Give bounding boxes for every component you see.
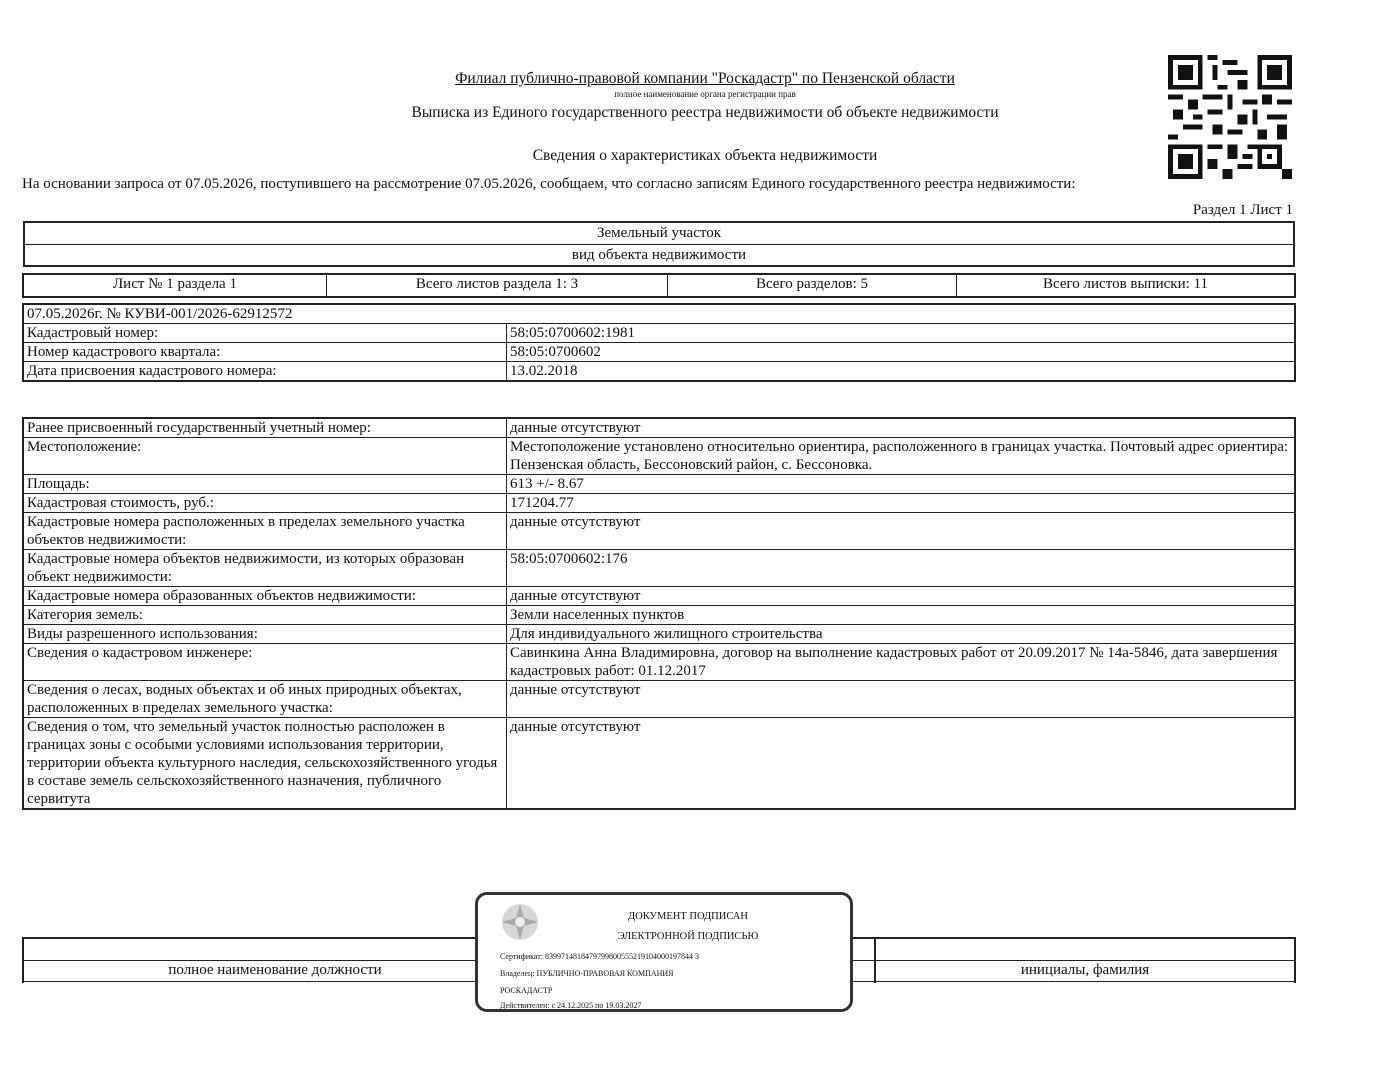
row-label: Кадастровые номера образованных объектов недвижимости: [23, 587, 507, 606]
table-row [23, 550, 1295, 587]
row-value: 58:05:0700602 [507, 343, 1296, 362]
row-value: 58:05:0700602:1981 [507, 324, 1296, 343]
table-row [23, 362, 1295, 382]
stamp-line-2: ЭЛЕКТРОННОЙ ПОДПИСЬЮ [617, 931, 759, 942]
table-row [23, 494, 1295, 513]
row-value: данные отсутствуют [507, 418, 1296, 438]
object-type-box [23, 221, 1295, 267]
row-label: Сведения о лесах, водных объектах и об иных природных объектах, расположенных в пределах земельного участка: [23, 681, 507, 718]
row-label: Местоположение: [23, 438, 507, 475]
intro-text: На основании запроса от 07.05.2026, поступившего на рассмотрение 07.05.2026, сообщаем, что согласно записям Единого государственного реестра недвижимости: [22, 176, 1076, 192]
section-sheets-count: Всего листов раздела 1: 3 [327, 274, 668, 297]
electronic-signature-stamp [475, 892, 853, 1012]
table-row [23, 324, 1295, 343]
table-row [23, 718, 1295, 810]
row-label: Площадь: [23, 475, 507, 494]
position-caption: полное наименование должности [168, 962, 382, 978]
row-label: Категория земель: [23, 606, 507, 625]
row-value: данные отсутствуют [507, 718, 1296, 810]
row-label: Виды разрешенного использования: [23, 625, 507, 644]
row-label: Дата присвоения кадастрового номера: [23, 362, 507, 382]
section-title: Сведения о характеристиках объекта недвижимости [532, 147, 878, 164]
table-row [23, 587, 1295, 606]
organization-name: Филиал публично-правовой компании "Роскадастр" по Пензенской области [455, 70, 955, 87]
row-label: Кадастровый номер: [23, 324, 507, 343]
table-row [23, 513, 1295, 550]
extract-id: 07.05.2026г. № КУВИ-001/2026-62912572 [23, 304, 1295, 324]
row-label: Кадастровая стоимость, руб.: [23, 494, 507, 513]
section-sheet-label: Раздел 1 Лист 1 [1192, 202, 1293, 218]
row-label: Сведения о кадастровом инженере: [23, 644, 507, 681]
table-row [23, 606, 1295, 625]
table-row [23, 644, 1295, 681]
sheets-table [22, 273, 1296, 298]
row-label: Номер кадастрового квартала: [23, 343, 507, 362]
organization-caption: полное наименование органа регистрации прав [614, 89, 796, 99]
row-value: данные отсутствуют [507, 513, 1296, 550]
table-row [23, 475, 1295, 494]
stamp-validity: Действителен: с 24.12.2025 по 19.03.2027 [500, 1001, 642, 1010]
object-type: Земельный участок [596, 225, 722, 241]
table-row [23, 438, 1295, 475]
sheet-number: Лист № 1 раздела 1 [23, 274, 327, 297]
table-row [23, 681, 1295, 718]
object-type-caption: вид объекта недвижимости [25, 244, 1293, 266]
row-value: Для индивидуального жилищного строительства [507, 625, 1296, 644]
sections-count: Всего разделов: 5 [668, 274, 957, 297]
stamp-line-1: ДОКУМЕНТ ПОДПИСАН [628, 911, 748, 922]
details-table [22, 417, 1296, 810]
initials-caption: инициалы, фамилия [1020, 962, 1150, 978]
row-value: Савинкина Анна Владимировна, договор на выполнение кадастровых работ от 20.09.2017 № 14а-5846, дата завершения кадастровых работ: 01.12.2017 [507, 644, 1296, 681]
row-value: данные отсутствуют [507, 587, 1296, 606]
row-label: Кадастровые номера расположенных в пределах земельного участка объектов недвижимости: [23, 513, 507, 550]
document-title: Выписка из Единого государственного реестра недвижимости об объекте недвижимости [411, 104, 999, 121]
qr-code-icon [1168, 55, 1292, 179]
row-value: Земли населенных пунктов [507, 606, 1296, 625]
row-label: Кадастровые номера объектов недвижимости, из которых образован объект недвижимости: [23, 550, 507, 587]
table-row [23, 343, 1295, 362]
total-sheets-count: Всего листов выписки: 11 [957, 274, 1296, 297]
table-row [23, 625, 1295, 644]
row-label: Сведения о том, что земельный участок полностью расположен в границах зоны с особыми условиями использования территории, территории объекта культурного наследия, сельскохозяйственного угодья в составе земель сельскохозяйственного назначения, публичного сервитута [23, 718, 507, 810]
table-row [23, 418, 1295, 438]
emblem-icon [500, 902, 540, 942]
row-value: 171204.77 [507, 494, 1296, 513]
row-value: 613 +/- 8.67 [507, 475, 1296, 494]
stamp-owner-2: РОСКАДАСТР [500, 986, 553, 995]
row-value: Местоположение установлено относительно ориентира, расположенного в границах участка. Почтовый адрес ориентира: Пензенская область, Бессоновский район, с. Бессоновка. [507, 438, 1296, 475]
stamp-certificate: Сертификат: 8399714818479799800555219104000197844 3 [500, 952, 699, 961]
row-value: данные отсутствуют [507, 681, 1296, 718]
identity-table [22, 303, 1296, 382]
row-value: 58:05:0700602:176 [507, 550, 1296, 587]
row-label: Ранее присвоенный государственный учетный номер: [23, 418, 507, 438]
row-value: 13.02.2018 [507, 362, 1296, 382]
stamp-owner: Владелец: ПУБЛИЧНО-ПРАВОВАЯ КОМПАНИЯ [500, 969, 674, 978]
